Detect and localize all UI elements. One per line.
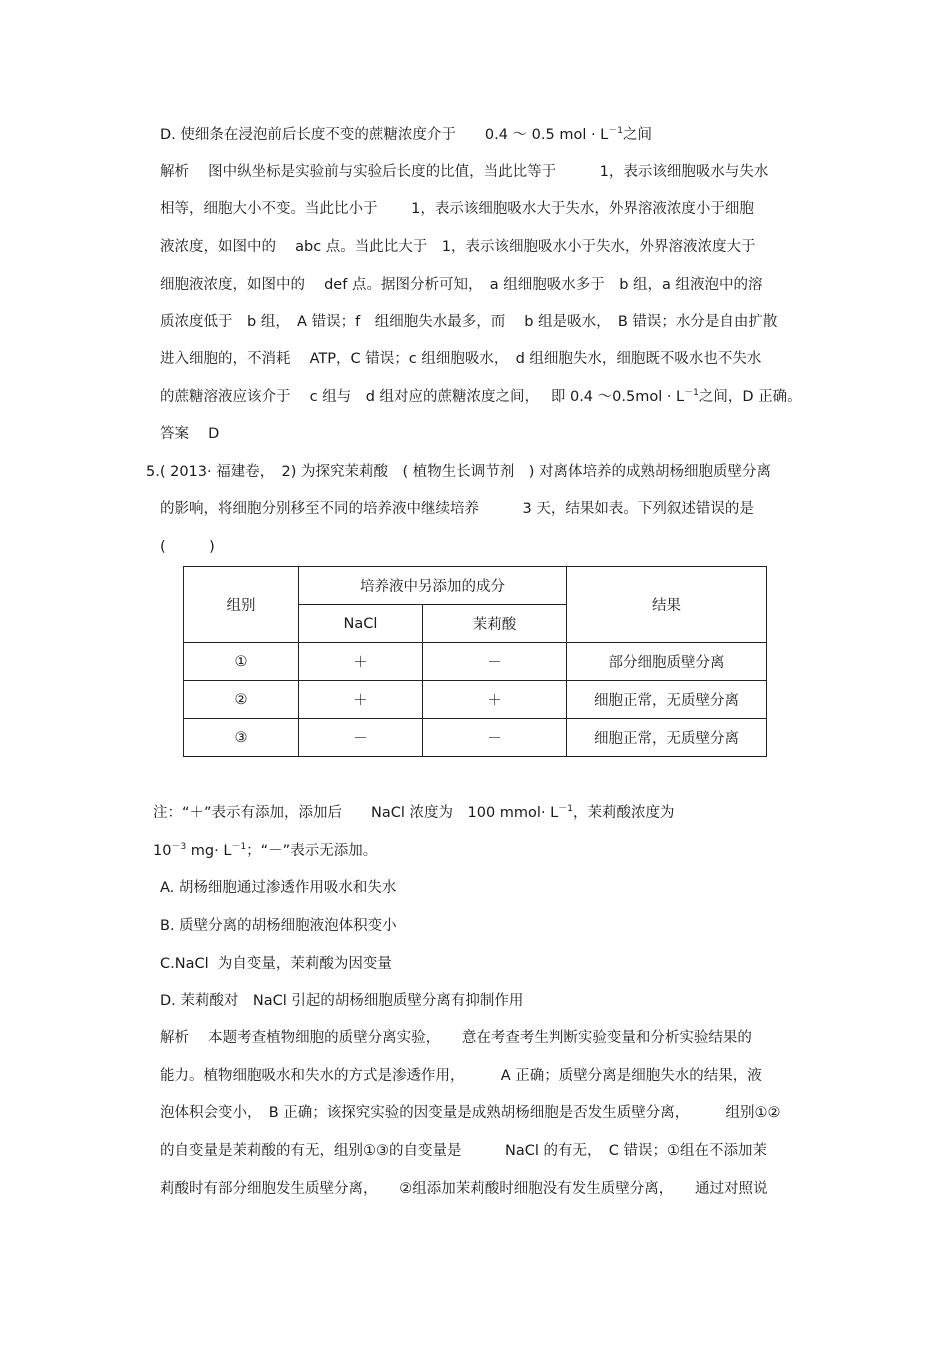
cell-nacl: ＋	[299, 643, 423, 681]
cell-nacl: ＋	[299, 681, 423, 719]
note-line2-pre: 10	[153, 843, 172, 859]
option-a: A. 胡杨细胞通过渗透作用吸水和失水	[160, 880, 397, 896]
cell-result: 部分细胞质壁分离	[567, 643, 767, 681]
analysis1-line5: 质浓度低于 b 组， A 错误；f 组细胞失水最多，而 b 组是吸水， B 错误；水分是自由扩散	[160, 314, 778, 330]
note-line2-post: ；“－”表示无添加。	[246, 843, 378, 859]
analysis2-line3: 泡体积会变小， B 正确；该探究实验的因变量是成熟胡杨细胞是否发生质壁分离， 组别①②	[160, 1105, 781, 1121]
cell-result: 细胞正常，无质壁分离	[567, 719, 767, 757]
header-nacl: NaCl	[299, 605, 423, 643]
note-line2	[153, 841, 377, 861]
option-c: C.NaCl 为自变量，茉莉酸为因变量	[160, 956, 392, 972]
question5-line1: 5.( 2013· 福建卷， 2) 为探究茉莉酸 ( 植物生长调节剂 ) 对离体培养的成熟胡杨细胞质壁分离	[146, 464, 771, 480]
unit-superscript: －1	[558, 804, 573, 814]
option-b: B. 质壁分离的胡杨细胞液泡体积变小	[160, 918, 397, 934]
table-row	[184, 643, 767, 681]
analysis2-line4: 的自变量是茉莉酸的有无，组别①③的自变量是 NaCl 的有无， C 错误；①组在不添加茉	[160, 1143, 767, 1159]
option-d: D. 茉莉酸对 NaCl 引起的胡杨细胞质壁分离有抑制作用	[160, 993, 524, 1009]
cell-group: ①	[184, 643, 299, 681]
analysis1-line7-post: 之间，D 正确。	[698, 389, 802, 405]
analysis1-line3: 液浓度，如图中的 abc 点。当此比大于 1，表示该细胞吸水小于失水，外界溶液浓度大于	[160, 239, 756, 255]
analysis1-line4: 细胞液浓度，如图中的 def 点。据图分析可知， a 组细胞吸水多于 b 组，a 组液泡中的溶	[160, 277, 763, 293]
header-group: 组别	[184, 567, 299, 643]
option-d-text: D. 使细条在浸泡前后长度不变的蔗糖浓度介于 0.4 ～ 0.5 mol · L	[160, 127, 609, 143]
analysis1-line7-pre: 的蔗糖溶液应该介于 c 组与 d 组对应的蔗糖浓度之间， 即 0.4 ～0.5mol · L	[160, 389, 685, 405]
cell-group: ②	[184, 681, 299, 719]
question5-blank: ( )	[160, 539, 215, 555]
exponent-superscript: －3	[171, 842, 187, 852]
cell-nacl: －	[299, 719, 423, 757]
note-line1-pre: 注：“＋”表示有添加，添加后 NaCl 浓度为 100 mmol· L	[153, 805, 559, 821]
header-jasmonic-acid: 茉莉酸	[423, 605, 567, 643]
cell-jasmonic-acid: －	[423, 643, 567, 681]
analysis2-line2: 能力。植物细胞吸水和失水的方式是渗透作用， A 正确；质壁分离是细胞失水的结果，液	[160, 1068, 762, 1084]
cell-jasmonic-acid: ＋	[423, 681, 567, 719]
option-d-tail: 之间	[623, 127, 652, 143]
analysis1-line1: 解析 图中纵坐标是实验前与实验后长度的比值，当此比等于 1，表示该细胞吸水与失水	[160, 164, 769, 180]
header-added-components: 培养液中另添加的成分	[299, 567, 567, 605]
answer-line: 答案 D	[160, 426, 220, 442]
analysis2-line5: 莉酸时有部分细胞发生质壁分离， ②组添加茉莉酸时细胞没有发生质壁分离， 通过对照说	[160, 1181, 768, 1197]
analysis1-line7	[160, 387, 802, 407]
question5-line2: 的影响，将细胞分别移至不同的培养液中继续培养 3 天，结果如表。下列叙述错误的是	[160, 501, 754, 517]
analysis1-line2: 相等，细胞大小不变。当此比小于 1，表示该细胞吸水大于失水，外界溶液浓度小于细胞	[160, 201, 754, 217]
option-d-line	[160, 125, 652, 145]
unit-superscript: －1	[608, 126, 623, 136]
table-row	[184, 719, 767, 757]
table-row	[184, 681, 767, 719]
note-line2-mid: mg· L	[186, 843, 232, 859]
header-result: 结果	[567, 567, 767, 643]
analysis2-line1: 解析 本题考查植物细胞的质壁分离实验， 意在考查考生判断实验变量和分析实验结果的	[160, 1030, 752, 1046]
note-line1-post: ，茉莉酸浓度为	[572, 805, 675, 821]
results-table	[183, 566, 767, 757]
analysis1-line6: 进入细胞的，不消耗 ATP，C 错误；c 组细胞吸水， d 组细胞失水，细胞既不吸水也不失水	[160, 351, 762, 367]
note-line1	[153, 803, 674, 823]
cell-group: ③	[184, 719, 299, 757]
unit-superscript: －1	[231, 842, 247, 852]
unit-superscript: －1	[684, 388, 699, 398]
cell-jasmonic-acid: －	[423, 719, 567, 757]
cell-result: 细胞正常，无质壁分离	[567, 681, 767, 719]
